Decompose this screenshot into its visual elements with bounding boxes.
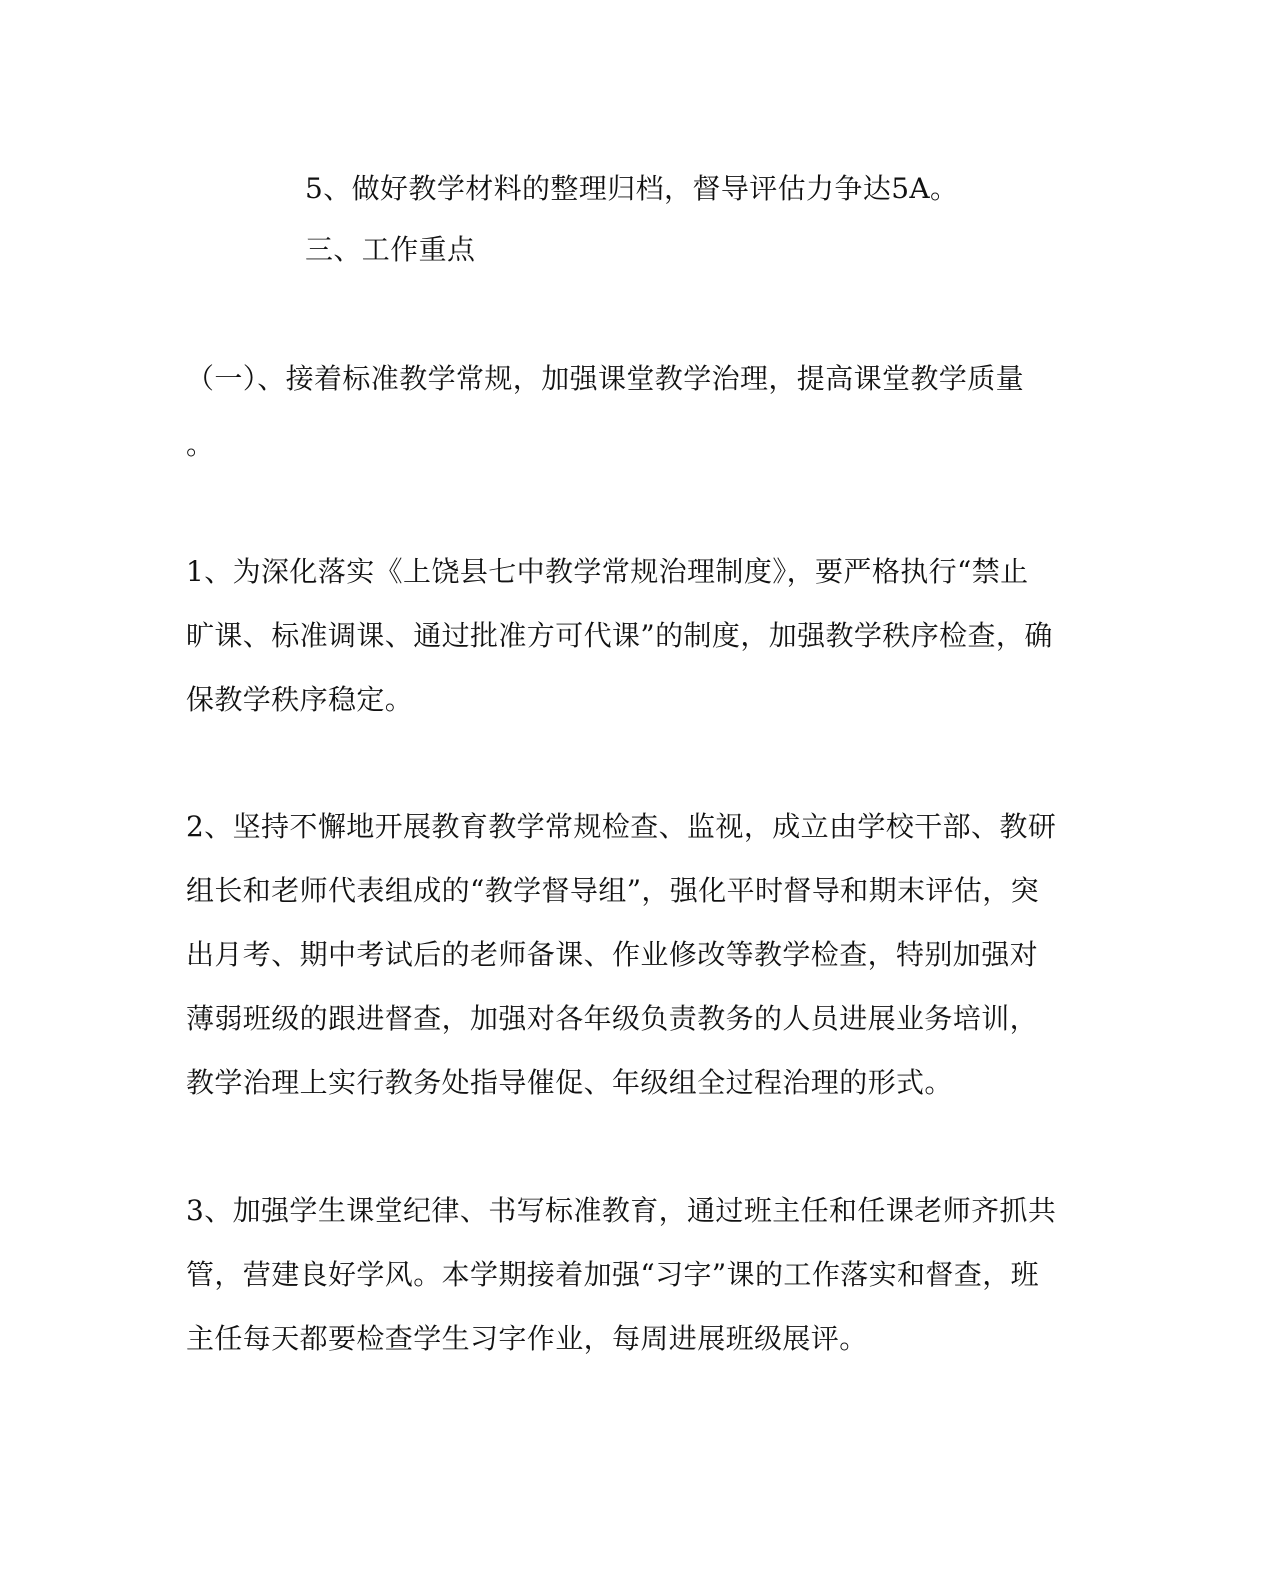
text-line-continuation: 。	[186, 428, 215, 461]
section-heading-3: 三、工作重点	[305, 233, 476, 266]
paragraph-2-line-3: 出月考、期中考试后的老师备课、作业修改等教学检查，特别加强对	[186, 938, 1039, 971]
paragraph-3-line-1: 3、加强学生课堂纪律、书写标准教育，通过班主任和任课老师齐抓共	[186, 1194, 1057, 1227]
paragraph-2-line-2: 组长和老师代表组成的“教学督导组”，强化平时督导和期末评估，突	[186, 874, 1040, 907]
paragraph-3-line-2: 管，营建良好学风。本学期接着加强“习字”课的工作落实和督查，班	[186, 1258, 1040, 1291]
paragraph-2-line-1: 2、坚持不懈地开展教育教学常规检查、监视，成立由学校干部、教研	[186, 810, 1057, 843]
paragraph-2-line-5: 教学治理上实行教务处指导催促、年级组全过程治理的形式。	[186, 1066, 953, 1099]
subsection-heading-1: （一）、接着标准教学常规，加强课堂教学治理，提高课堂教学质量	[186, 362, 1025, 395]
text-line-item-5: 5、做好教学材料的整理归档，督导评估力争达5A。	[305, 172, 959, 205]
paragraph-1-line-2: 旷课、标准调课、通过批准方可代课”的制度，加强教学秩序检查，确	[186, 619, 1053, 652]
paragraph-2-line-4: 薄弱班级的跟进督查，加强对各年级负责教务的人员进展业务培训，	[186, 1002, 1039, 1035]
paragraph-1-line-3: 保教学秩序稳定。	[186, 683, 414, 716]
paragraph-3-line-3: 主任每天都要检查学生习字作业，每周进展班级展评。	[186, 1322, 868, 1355]
paragraph-1-line-1: 1、为深化落实《上饶县七中教学常规治理制度》，要严格执行“禁止	[186, 555, 1029, 588]
